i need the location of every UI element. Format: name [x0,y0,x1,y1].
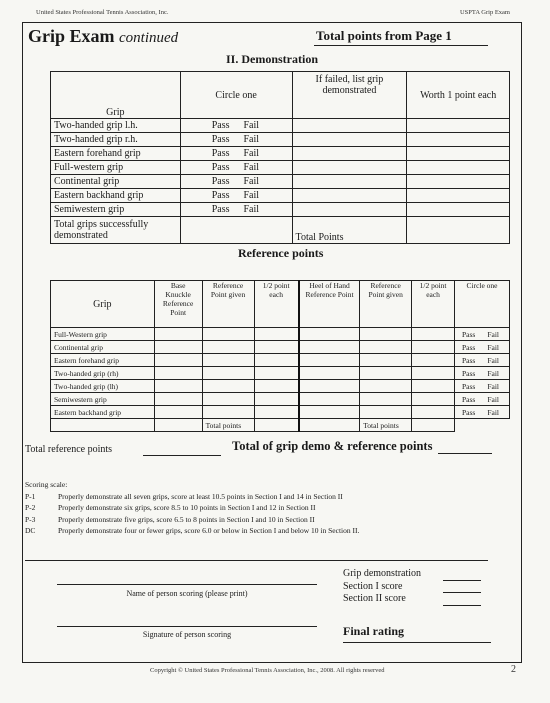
cell[interactable] [412,393,455,406]
section2-line[interactable] [443,596,481,606]
ref-header-given-2: Reference Point given [360,281,412,328]
table-row [51,380,510,393]
ref-header-heel: Heel of Hand Reference Point [299,281,360,328]
ref-grip-name: Eastern forehand grip [51,354,155,367]
cell[interactable] [154,406,202,419]
cell[interactable] [154,354,202,367]
fail-option[interactable]: Fail [487,407,500,417]
ref-grip-name: Continental grip [51,341,155,354]
scoring-code: P-1 [25,491,36,501]
demo-header-grip: Grip [51,72,181,119]
ref-grip-name: Full-Western grip [51,328,155,341]
cell[interactable] [412,367,455,380]
ref-header-half-1: 1/2 point each [254,281,299,328]
header-left: United States Professional Tennis Association, Inc. [36,9,169,16]
cell[interactable] [360,406,412,419]
fail-option[interactable]: Fail [243,148,260,159]
table-total-row [51,419,510,432]
title-sub: continued [119,30,179,46]
cell[interactable] [360,354,412,367]
cell[interactable] [254,341,299,354]
demo-grip-name: Eastern backhand grip [51,189,181,203]
section1-label: Section I score [343,580,403,592]
scoring-code: DC [25,526,36,535]
page-title [28,26,178,47]
cell[interactable] [412,328,455,341]
pass-option[interactable]: Pass [211,148,230,159]
cell[interactable] [412,354,455,367]
cell[interactable] [202,341,254,354]
footer-copyright: Copyright © United States Professional Tennis Association, Inc., 2008. All rights reserved [150,667,385,674]
pass-option[interactable]: Pass [462,368,476,378]
ref-grip-name: Two-handed grip (lh) [51,380,155,393]
cell[interactable] [360,367,412,380]
total-from-page1: Total points from Page 1 [316,28,452,43]
cell[interactable] [202,406,254,419]
cell[interactable] [202,380,254,393]
cell[interactable] [202,328,254,341]
scoring-heading: Scoring scale: [25,480,68,489]
points-field[interactable] [407,147,510,161]
final-rating-label: Final rating [343,624,405,638]
fail-option[interactable]: Fail [487,368,500,378]
demo-header-failed: If failed, list grip demonstrated [292,72,407,119]
table-total-row [51,217,510,244]
table-row [51,406,510,419]
cell[interactable] [299,354,360,367]
cell[interactable] [254,354,299,367]
final-rating-line[interactable] [343,642,491,643]
cell[interactable] [299,367,360,380]
title-main: Grip Exam [28,26,115,46]
pass-option[interactable]: Pass [462,381,476,391]
points-field[interactable] [407,119,510,133]
points-field[interactable] [407,161,510,175]
table-row [51,119,510,133]
cell[interactable] [299,380,360,393]
table-row [51,367,510,380]
scores-block [343,568,481,606]
ref-grip-name: Eastern backhand grip [51,406,155,419]
scoring-row [25,525,359,537]
demo-grip-name: Semiwestern grip [51,203,181,217]
table-row [51,341,510,354]
cell[interactable] [202,393,254,406]
scoring-row [25,514,359,526]
name-line[interactable] [57,584,317,585]
pass-option[interactable]: Pass [211,120,230,131]
demo-total-label: Total grips successfully demonstrated [51,217,181,244]
cell[interactable] [360,380,412,393]
table-row [51,133,510,147]
cell[interactable] [412,341,455,354]
ref-header-base-knuckle: Base Knuckle Reference Point [154,281,202,328]
cell[interactable] [254,419,299,432]
ref-grip-name: Two-handed grip (rh) [51,367,155,380]
score-row [343,568,481,581]
pass-option[interactable]: Pass [211,176,230,187]
total-from-page1-line [314,45,488,46]
scoring-text: Properly demonstrate six grips, score 8.5 to 10 points in Section I and 12 in Section II [58,503,316,512]
failed-grip-field[interactable] [292,147,407,161]
scoring-text: Properly demonstrate all seven grips, score at least 10.5 points in Section I and 14 in Section II [58,491,343,501]
scoring-text: Properly demonstrate five grips, score 6.5 to 8 points in Section I and 10 in Section II [58,514,315,524]
demo-grip-name: Two-handed grip l.h. [51,119,181,133]
cell[interactable] [412,380,455,393]
ref-grip-name: Semiwestern grip [51,393,155,406]
ref-total-points-1: Total points [202,419,254,432]
pass-option[interactable]: Pass [462,329,476,339]
failed-grip-field[interactable] [292,175,407,189]
points-field[interactable] [407,175,510,189]
pass-option[interactable]: Pass [462,355,476,365]
cell [51,419,155,432]
table-row [51,203,510,217]
reference-table [50,280,510,432]
pass-option[interactable]: Pass [462,342,476,352]
name-label: Name of person scoring (please print) [126,589,248,598]
cell [299,419,360,432]
table-row [51,147,510,161]
cell[interactable] [154,367,202,380]
points-field[interactable] [407,189,510,203]
cell[interactable] [254,393,299,406]
cell[interactable] [254,367,299,380]
cell[interactable] [154,341,202,354]
fail-option[interactable]: Fail [243,134,260,145]
failed-grip-field[interactable] [292,133,407,147]
table-row [51,393,510,406]
grip-demo-label: Grip demonstration [343,568,422,579]
cell[interactable] [299,328,360,341]
cell[interactable] [154,380,202,393]
section1-line[interactable] [443,583,481,593]
cell [154,419,202,432]
table-row [51,189,510,203]
cell[interactable] [154,328,202,341]
cell[interactable] [360,393,412,406]
table-row [51,354,510,367]
score-row [343,581,481,594]
section2-title: II. Demonstration [226,52,318,66]
demo-total-points-field[interactable] [407,217,510,244]
fail-option[interactable]: Fail [243,120,260,131]
scoring-scale [25,479,359,537]
pass-option[interactable]: Pass [462,407,476,417]
fail-option[interactable]: Fail [487,355,500,365]
cell[interactable] [254,328,299,341]
ref-header-half-2: 1/2 point each [412,281,455,328]
cell[interactable] [154,393,202,406]
table-row [51,175,510,189]
cell[interactable] [412,419,455,432]
points-field[interactable] [407,203,510,217]
cell[interactable] [299,393,360,406]
pass-option[interactable]: Pass [211,134,230,145]
table-row [51,161,510,175]
fail-option[interactable]: Fail [243,190,260,201]
cell[interactable] [299,406,360,419]
scoring-row [25,491,359,503]
divider [25,560,488,561]
demo-total-circle [180,217,292,244]
fail-option[interactable]: Fail [243,162,260,173]
signature-line[interactable] [57,626,317,627]
ref-total-points-2: Total points [360,419,412,432]
ref-header-grip: Grip [51,281,155,328]
total-reference-points-label: Total reference points [25,444,113,455]
scoring-code: P-3 [25,514,36,524]
scoring-text: Properly demonstrate four or fewer grips, score 6.0 or below in Section I and below 10 in Section II. [58,526,360,535]
fail-option[interactable]: Fail [243,176,260,187]
scoring-code: P-2 [25,503,36,512]
table-row [51,328,510,341]
cell[interactable] [202,354,254,367]
failed-grip-field[interactable] [292,203,407,217]
fail-option[interactable]: Fail [243,204,260,215]
page-number: 2 [511,664,516,675]
demo-grip-name: Full-western grip [51,161,181,175]
grip-demo-line[interactable] [443,571,481,581]
demo-table [50,71,510,244]
fail-option[interactable]: Fail [487,381,500,391]
scoring-row [25,502,359,514]
fail-option[interactable]: Fail [487,394,500,404]
total-demo-reference-line[interactable] [438,453,492,454]
demo-grip-name: Continental grip [51,175,181,189]
ref-header-circle: Circle one [455,281,510,328]
demo-grip-name: Eastern forehand grip [51,147,181,161]
pass-option[interactable]: Pass [211,204,230,215]
cell [455,419,510,432]
fail-option[interactable]: Fail [487,342,500,352]
demo-grip-name: Two-handed grip r.h. [51,133,181,147]
points-field[interactable] [407,133,510,147]
cell[interactable] [412,406,455,419]
total-demo-reference-label: Total of grip demo & reference points [232,439,433,453]
failed-grip-field[interactable] [292,161,407,175]
cell[interactable] [202,367,254,380]
cell[interactable] [299,341,360,354]
fail-option[interactable]: Fail [487,329,500,339]
signature-label: Signature of person scoring [142,630,232,639]
pass-option[interactable]: Pass [211,162,230,173]
demo-header-worth: Worth 1 point each [407,72,510,119]
failed-grip-field[interactable] [292,119,407,133]
pass-option[interactable]: Pass [462,394,476,404]
section2-label: Section II score [343,593,406,604]
cell[interactable] [360,328,412,341]
total-reference-points-line[interactable] [143,455,221,456]
demo-total-points-label: Total Points [292,217,407,244]
cell[interactable] [360,341,412,354]
reference-title: Reference points [238,246,324,260]
cell[interactable] [254,380,299,393]
header-right: USPTA Grip Exam [459,9,510,16]
score-row [343,593,481,606]
demo-header-circle: Circle one [180,72,292,119]
pass-option[interactable]: Pass [211,190,230,201]
ref-header-given-1: Reference Point given [202,281,254,328]
failed-grip-field[interactable] [292,189,407,203]
cell[interactable] [254,406,299,419]
